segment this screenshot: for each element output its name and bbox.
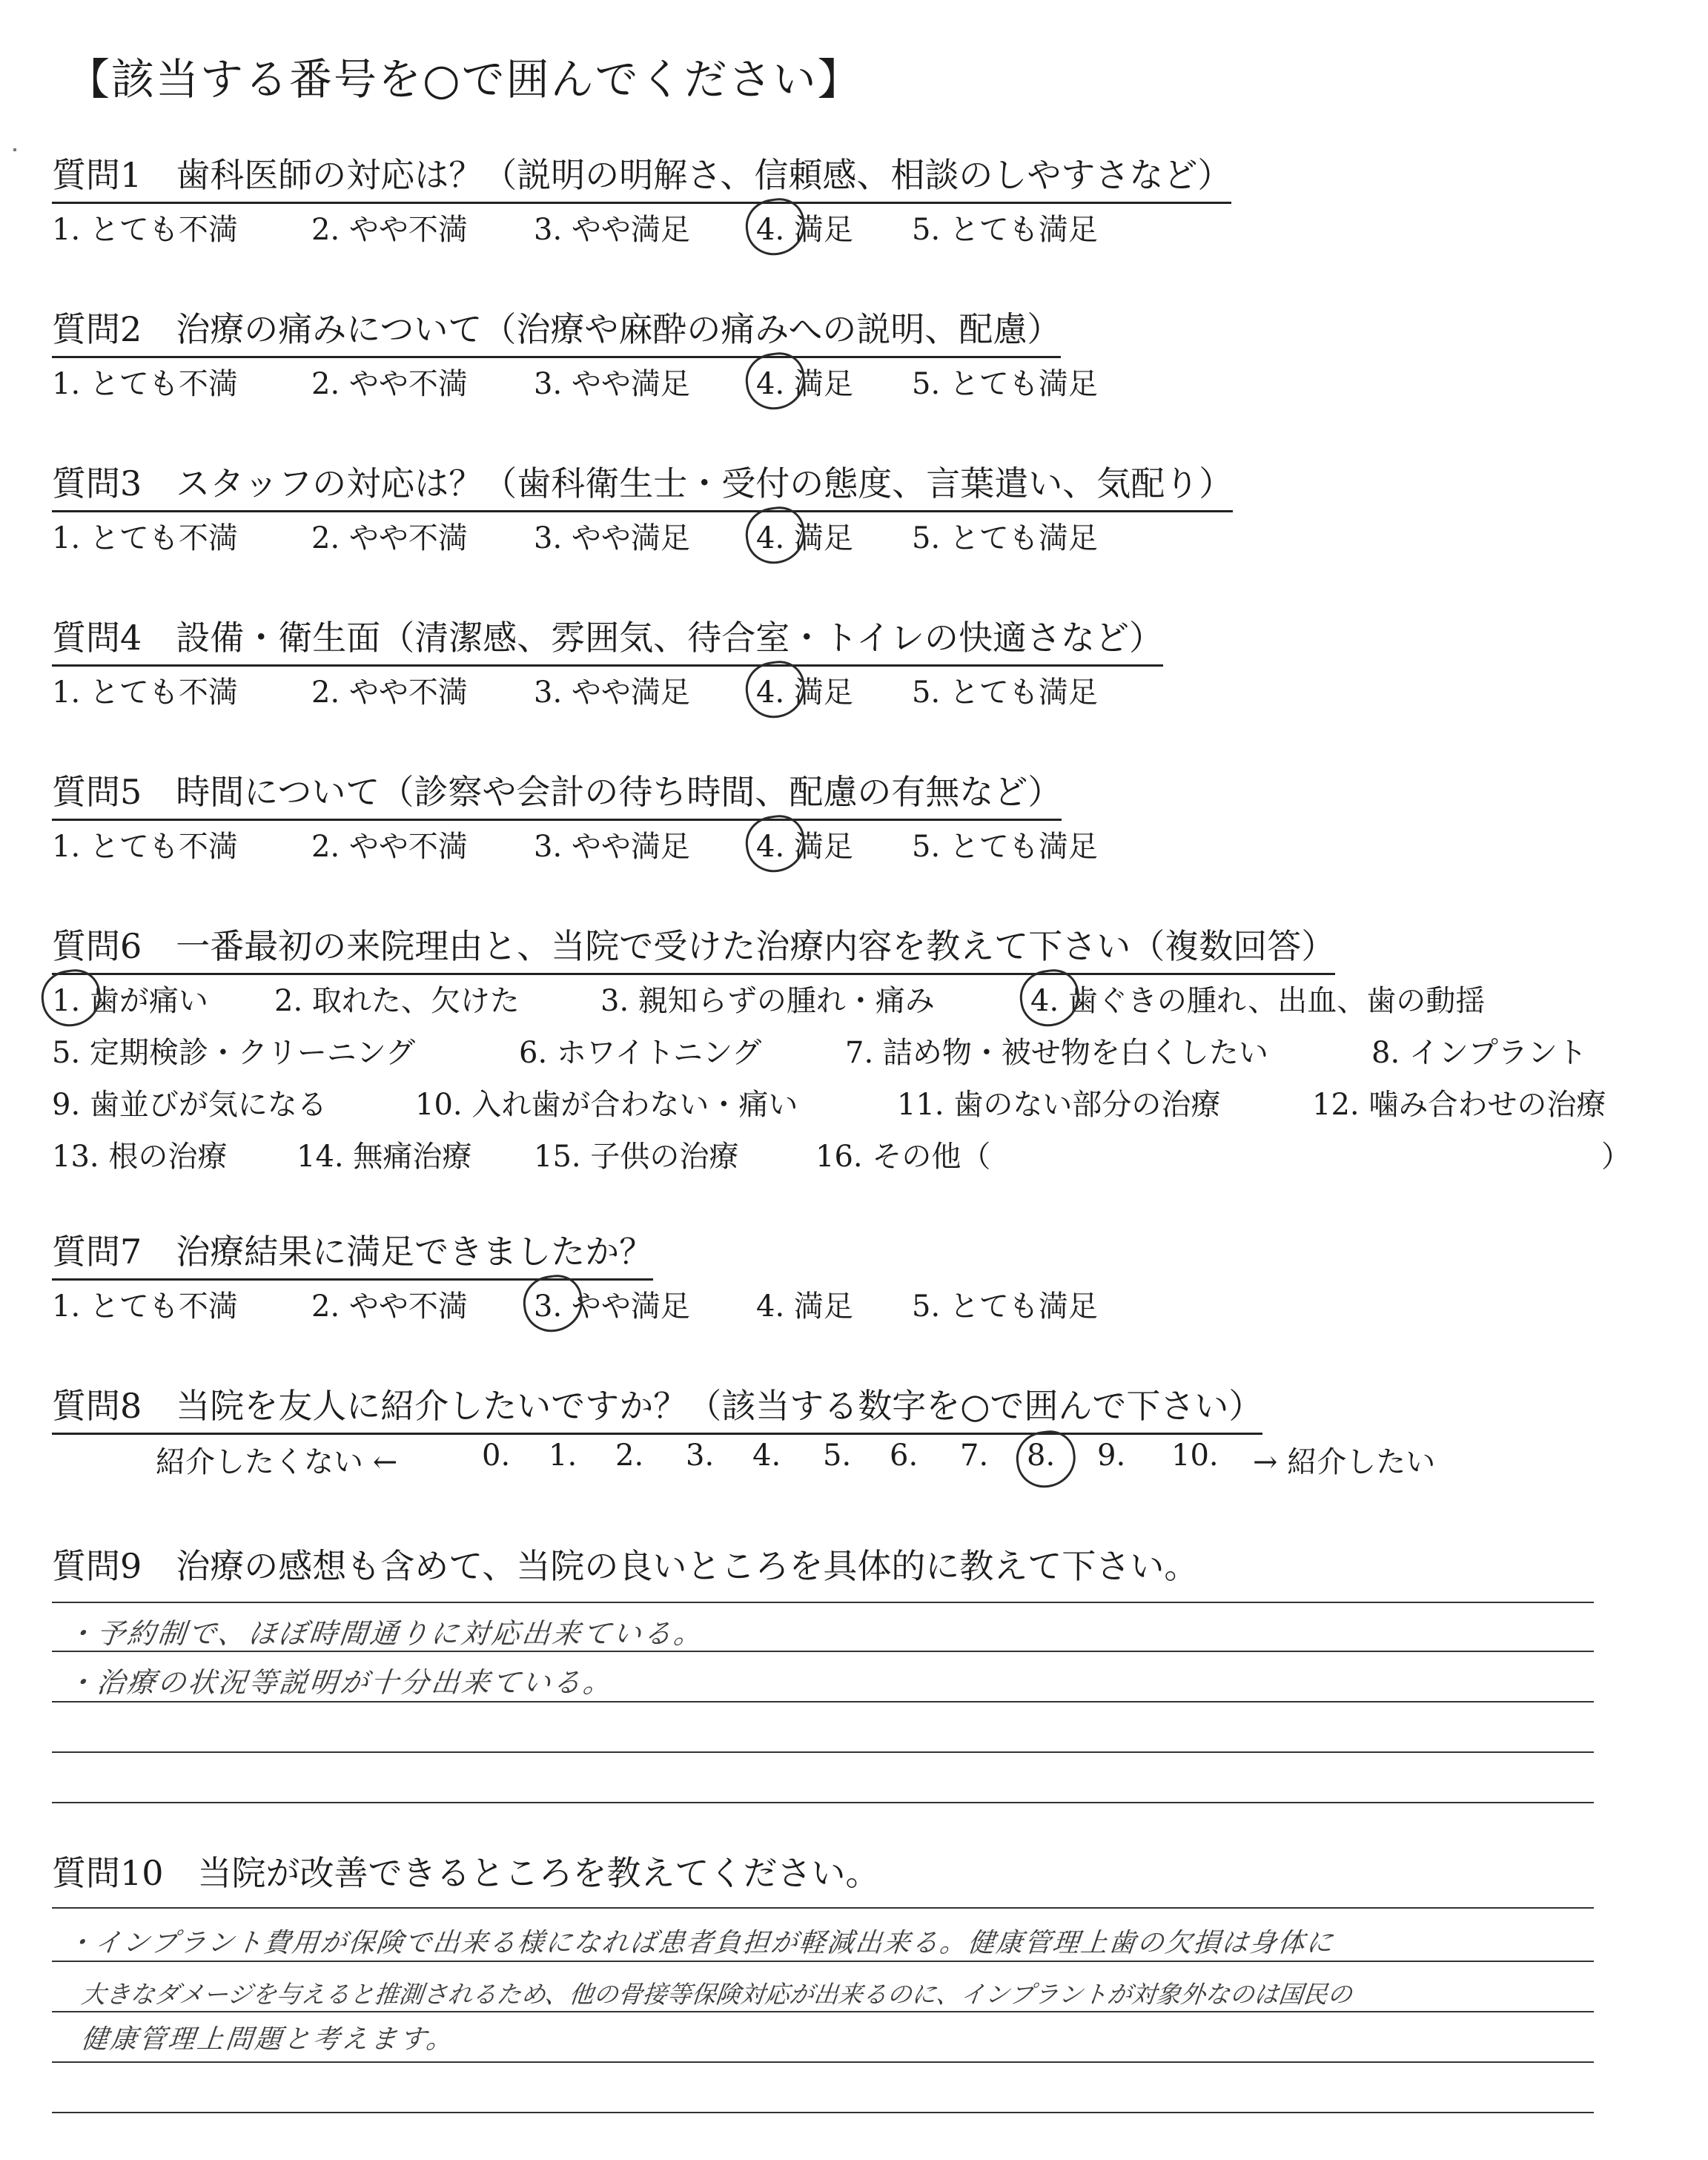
option-3[interactable]: 3. やや満足 — [534, 367, 690, 401]
option-5[interactable]: 5. とても満足 — [912, 830, 1098, 864]
question-10-answer-1: ・インプラント費用が保険で出来る様になれば患者負担が軽減出来る。健康管理上歯の欠損は身体に — [64, 1928, 1336, 1958]
question-3-heading: 質問3 スタッフの対応は？（歯科衛生士・受付の態度、言葉遣い、気配り） — [52, 457, 1233, 512]
scale-8-selected[interactable]: 8. — [1027, 1439, 1056, 1473]
question-1 — [52, 148, 1231, 204]
scale-7[interactable]: 7. — [960, 1439, 989, 1473]
option-4-selected[interactable]: 4. 歯ぐきの腫れ、出血、歯の動揺 — [1030, 977, 1485, 1020]
answer-line — [52, 1907, 1594, 1909]
answer-line — [52, 1751, 1594, 1753]
option-8[interactable]: 8. インプラント — [1371, 1036, 1587, 1070]
option-5[interactable]: 5. 定期検診・クリーニング — [52, 1036, 416, 1070]
option-6[interactable]: 6. ホワイトニング — [519, 1036, 762, 1070]
scale-1[interactable]: 1. — [549, 1439, 577, 1473]
option-9[interactable]: 9. 歯並びが気になる — [52, 1088, 327, 1122]
question-1-heading: 質問1 歯科医師の対応は？（説明の明解さ、信頼感、相談のしやすさなど） — [52, 148, 1231, 204]
option-1-selected[interactable]: 1. 歯が痛い — [52, 977, 208, 1020]
scale-2[interactable]: 2. — [615, 1439, 644, 1473]
question-10-answer-2: 大きなダメージを与えると推測されるため、他の骨接等保険対応が出来るのに、インプラントが対象外なのは国民の — [79, 1980, 1354, 2009]
option-2[interactable]: 2. やや不満 — [311, 521, 468, 555]
option-1[interactable]: 1. とても不満 — [52, 521, 238, 555]
option-3[interactable]: 3. 親知らずの腫れ・痛み — [600, 984, 935, 1018]
option-3[interactable]: 3. やや満足 — [534, 213, 690, 247]
option-3[interactable]: 3. やや満足 — [534, 830, 690, 864]
option-1[interactable]: 1. とても不満 — [52, 1289, 238, 1324]
scale-left-label: 紹介したくない ← — [156, 1445, 398, 1479]
question-9-answer-2: ・治療の状況等説明が十分出来ている。 — [64, 1666, 615, 1699]
option-11[interactable]: 11. 歯のない部分の治療 — [897, 1088, 1221, 1122]
option-5[interactable]: 5. とても満足 — [912, 521, 1098, 555]
scale-5[interactable]: 5. — [823, 1439, 852, 1473]
option-1[interactable]: 1. とても不満 — [52, 367, 238, 401]
question-2 — [52, 303, 1061, 358]
scale-10[interactable]: 10. — [1171, 1439, 1219, 1473]
question-10-answer-3: 健康管理上問題と考えます。 — [79, 2024, 457, 2055]
option-1[interactable]: 1. とても不満 — [52, 213, 238, 247]
option-7[interactable]: 7. 詰め物・被せ物を白くしたい — [845, 1036, 1268, 1070]
question-2-heading: 質問2 治療の痛みについて（治療や麻酔の痛みへの説明、配慮） — [52, 303, 1061, 358]
question-8 — [52, 1379, 1262, 1435]
question-7-heading: 質問7 治療結果に満足できましたか？ — [52, 1225, 653, 1281]
option-5[interactable]: 5. とても満足 — [912, 1289, 1098, 1324]
question-10-heading: 質問10 当院が改善できるところを教えてください。 — [52, 1853, 880, 1893]
option-2[interactable]: 2. やや不満 — [311, 830, 468, 864]
option-3-selected[interactable]: 3. やや満足 — [534, 1283, 690, 1325]
question-4 — [52, 611, 1163, 667]
option-2[interactable]: 2. やや不満 — [311, 213, 468, 247]
option-1[interactable]: 1. とても不満 — [52, 830, 238, 864]
form-title: 【該当する番号を○で囲んでください】 — [67, 54, 862, 105]
question-6-heading: 質問6 一番最初の来院理由と、当院で受けた治療内容を教えて下さい（複数回答） — [52, 919, 1335, 975]
question-6 — [52, 919, 1335, 975]
option-12[interactable]: 12. 噛み合わせの治療 — [1312, 1088, 1606, 1122]
option-14[interactable]: 14. 無痛治療 — [297, 1140, 472, 1174]
answer-line — [52, 2061, 1594, 2063]
option-4-selected[interactable]: 4. 満足 — [756, 515, 853, 557]
scale-9[interactable]: 9. — [1097, 1439, 1126, 1473]
option-5[interactable]: 5. とても満足 — [912, 213, 1098, 247]
scale-right-label: → 紹介したい — [1253, 1445, 1436, 1479]
answer-line — [52, 2112, 1594, 2113]
option-2[interactable]: 2. 取れた、欠けた — [274, 984, 520, 1018]
question-6-options — [52, 977, 1683, 1185]
question-9-answer-1: ・予約制で、ほぼ時間通りに対応出来ている。 — [64, 1617, 706, 1650]
scale-0[interactable]: 0. — [482, 1439, 511, 1473]
option-4[interactable]: 4. 満足 — [756, 1289, 853, 1324]
option-2[interactable]: 2. やや不満 — [311, 676, 468, 710]
option-5[interactable]: 5. とても満足 — [912, 367, 1098, 401]
scale-4[interactable]: 4. — [752, 1439, 781, 1473]
option-4-selected[interactable]: 4. 満足 — [756, 823, 853, 865]
option-5[interactable]: 5. とても満足 — [912, 676, 1098, 710]
question-9-heading: 質問9 治療の感想も含めて、当院の良いところを具体的に教えて下さい。 — [52, 1546, 1199, 1586]
answer-line — [52, 1961, 1594, 1962]
option-10[interactable]: 10. 入れ歯が合わない・痛い — [415, 1088, 798, 1122]
option-3[interactable]: 3. やや満足 — [534, 521, 690, 555]
question-8-heading: 質問8 当院を友人に紹介したいですか？（該当する数字を○で囲んで下さい） — [52, 1379, 1262, 1435]
answer-line — [52, 1802, 1594, 1803]
answer-line — [52, 1701, 1594, 1702]
option-2[interactable]: 2. やや不満 — [311, 1289, 468, 1324]
question-5-heading: 質問5 時間について（診察や会計の待ち時間、配慮の有無など） — [52, 765, 1062, 821]
option-1[interactable]: 1. とても不満 — [52, 676, 238, 710]
answer-line — [52, 2011, 1594, 2012]
scan-mark — [13, 148, 16, 151]
option-3[interactable]: 3. やや満足 — [534, 676, 690, 710]
question-3 — [52, 457, 1233, 512]
option-13[interactable]: 13. 根の治療 — [52, 1140, 228, 1174]
scale-3[interactable]: 3. — [686, 1439, 715, 1473]
question-5 — [52, 765, 1062, 821]
answer-line — [52, 1651, 1594, 1652]
option-4-selected[interactable]: 4. 満足 — [756, 206, 853, 248]
option-15[interactable]: 15. 子供の治療 — [534, 1140, 739, 1174]
scale-6[interactable]: 6. — [890, 1439, 918, 1473]
option-4-selected[interactable]: 4. 満足 — [756, 360, 853, 403]
question-4-heading: 質問4 設備・衛生面（清潔感、雰囲気、待合室・トイレの快適さなど） — [52, 611, 1163, 667]
option-2[interactable]: 2. やや不満 — [311, 367, 468, 401]
question-7 — [52, 1225, 653, 1281]
answer-line — [52, 1602, 1594, 1603]
option-4-selected[interactable]: 4. 満足 — [756, 669, 853, 711]
option-16-close-paren: ） — [1601, 1140, 1631, 1174]
option-16-other[interactable]: 16. その他（ — [815, 1140, 991, 1174]
